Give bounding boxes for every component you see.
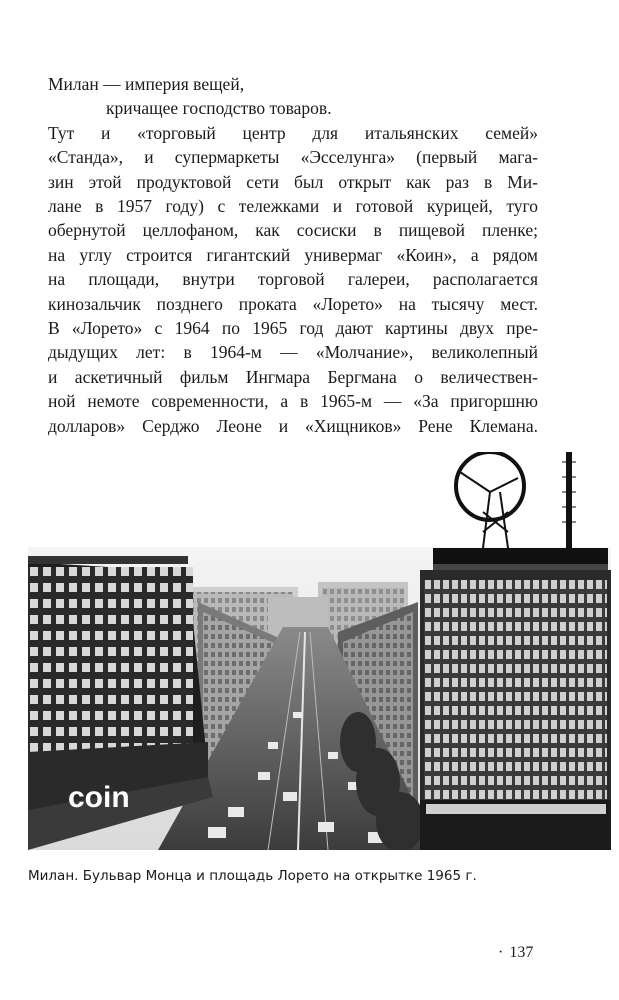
paragraph-2-line-2: дыдущих лет: в 1964-м — «Молчание», великолепный bbox=[48, 342, 538, 363]
paragraph-2-line-1: В «Лорето» с 1964 по 1965 год дают картины двух пре- bbox=[48, 318, 538, 339]
paragraph-1-line-8: кинозальчик позднего проката «Лорето» на тысячу мест. bbox=[48, 293, 538, 314]
page-number-dot: · bbox=[498, 944, 504, 961]
page-number-value: 137 bbox=[509, 944, 534, 961]
paragraph-2-line-3: и аскетичный фильм Ингмара Бергмана о величествен- bbox=[48, 366, 538, 387]
paragraph-1-line-7: на площади, внутри торговой галереи, располагается bbox=[48, 269, 538, 290]
paragraph-1-line-3: зин этой продуктовой сети был открыт как раз в Ми- bbox=[48, 171, 538, 192]
poem-line-1: Милан — империя вещей, bbox=[48, 74, 245, 94]
photo-caption: Милан. Бульвар Монца и площадь Лорето на открытке 1965 г. bbox=[28, 868, 477, 884]
paragraph-1-line-2: «Станда», и супермаркеты «Эсселунга» (первый мага- bbox=[48, 147, 538, 168]
street-photo-illustration bbox=[28, 452, 611, 850]
paragraph-1-line-5: обернутой целлофаном, как сосиски в пищевой пленке; bbox=[48, 220, 538, 241]
store-sign: coin bbox=[68, 781, 130, 814]
main-text bbox=[48, 72, 538, 438]
page-number bbox=[498, 944, 533, 962]
poem-line-2: кричащее господство товаров. bbox=[106, 98, 332, 119]
paragraph-1-line-4: лане в 1957 году) с тележками и готовой курицей, туго bbox=[48, 196, 538, 217]
paragraph-2-line-4: ной немоте современности, а в 1965-м — «За пригоршню bbox=[48, 391, 538, 412]
paragraph-1-line-6: на углу строится гигантский универмаг «Коин», а рядом bbox=[48, 244, 538, 265]
street-photo bbox=[28, 452, 611, 850]
paragraph-2-line-5: долларов» Серджо Леоне и «Хищников» Рене Клемана. bbox=[48, 415, 538, 436]
paragraph-1-line-1: Тут и «торговый центр для итальянских семей» bbox=[48, 122, 538, 143]
